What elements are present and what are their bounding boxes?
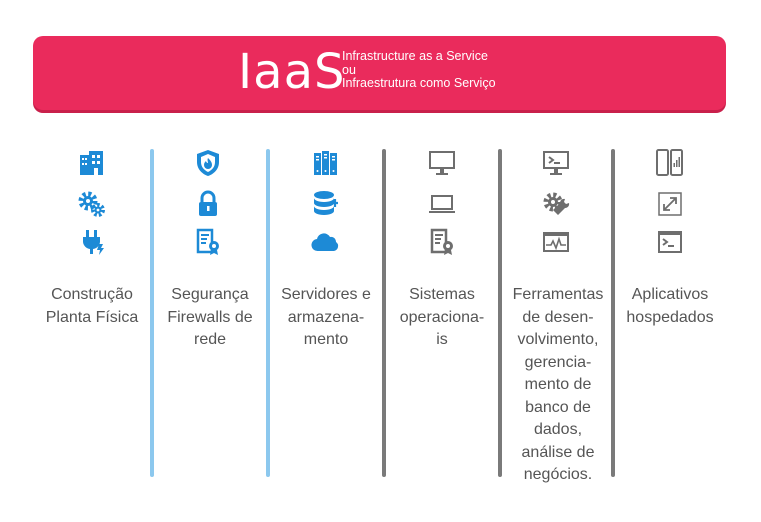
column-label-construcao [37, 284, 147, 329]
label-line: Ferramentas [512, 286, 604, 303]
column-divider [266, 149, 270, 477]
label-line: Planta Física [45, 308, 139, 326]
banner-subtitle-line: Infrastructure as a Service [342, 49, 488, 63]
monitor-icon [427, 148, 457, 178]
label-line: gerencia- [524, 353, 592, 371]
column-label-servidores [271, 284, 381, 352]
label-line: banco de [525, 398, 591, 416]
terminal-window-icon [655, 227, 685, 257]
laptop-icon [427, 189, 457, 219]
label-line: Sistemas [409, 286, 475, 303]
building-icon [77, 148, 107, 178]
padlock-icon [193, 189, 223, 219]
label-line: armazena- [287, 308, 365, 326]
column-divider [382, 149, 386, 477]
banner-subtitle-line: ou [342, 62, 356, 77]
label-line: is [436, 331, 448, 348]
label-line: mento de [524, 376, 592, 393]
terminal-monitor-icon [541, 148, 571, 178]
label-line: mento [303, 331, 349, 348]
gear-wrench-icon [541, 189, 571, 219]
label-line: dados, [533, 421, 583, 438]
cloud-icon [310, 227, 340, 257]
label-line: hospedados [626, 308, 714, 326]
label-line: negócios. [523, 466, 593, 483]
column-label-sistemas [387, 284, 497, 352]
label-line: operaciona- [399, 308, 485, 326]
label-line: análise de [521, 443, 595, 461]
gears-icon [77, 189, 107, 219]
column-divider [150, 149, 154, 477]
banner-subtitle-line: Infraestrutura como Serviço [342, 76, 496, 90]
label-line: rede [193, 331, 227, 348]
column-label-aplicativos [615, 284, 725, 329]
label-line: de desen- [522, 308, 594, 326]
mobile-devices-icon [655, 148, 685, 178]
label-line: Aplicativos [631, 286, 709, 303]
expand-icon [655, 189, 685, 219]
label-line: Servidores e [281, 286, 371, 303]
activity-monitor-icon [541, 227, 571, 257]
database-icon [310, 189, 340, 219]
certificate-icon [193, 227, 223, 257]
banner-subtitle [342, 50, 496, 91]
shield-fire-icon [193, 148, 223, 178]
label-line: Construção [51, 286, 133, 303]
power-plug-icon [77, 227, 107, 257]
label-line: Firewalls de [167, 308, 253, 326]
column-divider [498, 149, 502, 477]
server-rack-icon [310, 148, 340, 178]
label-line: volvimento, [517, 331, 599, 348]
iaas-banner [33, 36, 726, 110]
banner-title: IaaS [238, 44, 346, 100]
certificate-icon [427, 227, 457, 257]
column-label-ferramentas [503, 284, 613, 487]
column-label-seguranca [155, 284, 265, 352]
label-line: Segurança [171, 286, 249, 303]
